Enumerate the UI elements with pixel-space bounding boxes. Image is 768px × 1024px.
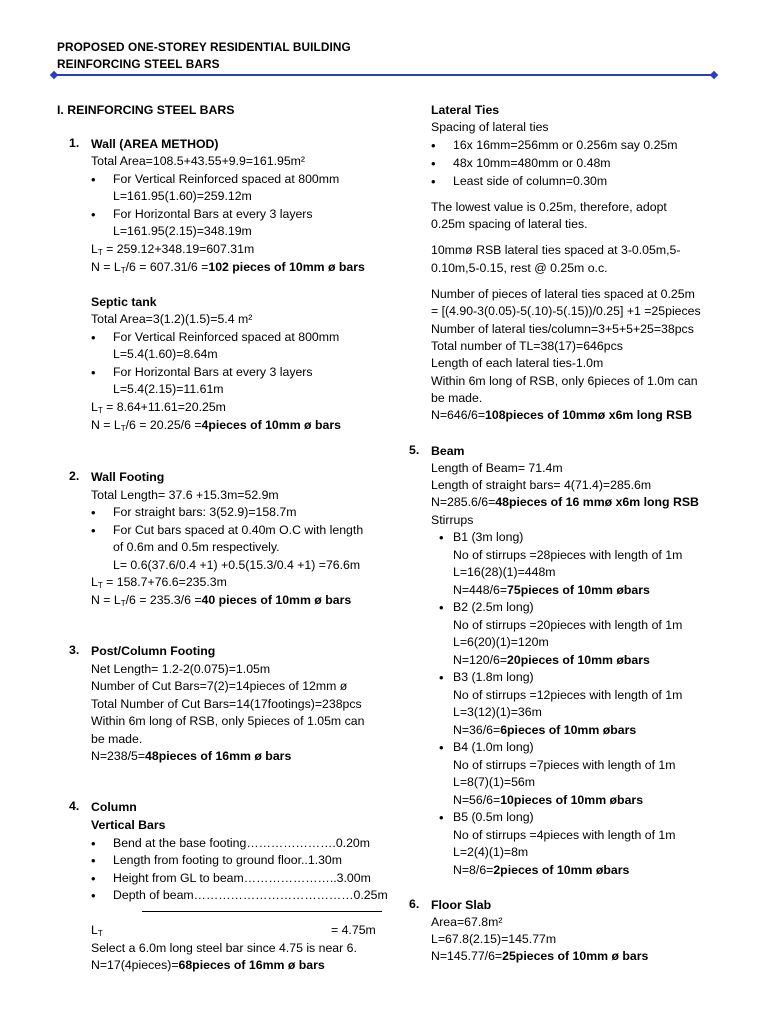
septic-bullet-horizontal: • For Horizontal Bars at every 3 layers [113,364,313,381]
ties-para3-line7: be made. [431,391,483,405]
column-bullet-height: • Height from GL to beam…………………..3.00m [113,870,371,887]
stirrup-b1-n: N=448/6=75pieces of 10mm øbars [453,583,650,597]
septic-total-area: Total Area=3(1.2)(1.5)=5.4 m² [91,312,253,326]
septic-bullet-vertical: • For Vertical Reinforced spaced at 800mm [113,329,339,346]
wall-title: Wall (AREA METHOD) [91,137,219,151]
column-lt-label: $L_T$ [91,923,103,938]
post-within-line: Within 6m long of RSB, only 5pieces of 1.05m can [91,714,365,728]
footing-bullet-cut: • For Cut bars spaced at 0.40m O.C with length [113,522,363,539]
column-bullet-depth: • Depth of beam…………………………………0.25m [113,887,388,904]
ties-para3-line2: = [(4.90-3(0.05)-5(.10)-5(.15))/0.25] +1 =25pieces [431,304,701,318]
column-bullet-length: • Length from footing to ground floor..1.30m [113,852,342,869]
ties-para3-line4: Total number of TL=38(17)=646pcs [431,339,623,353]
item-number: 2. [69,469,80,483]
footing-bullet-straight: • For straight bars: 3(52.9)=158.7m [113,504,297,521]
column-lt-value: = 4.75m [331,923,376,937]
footing-total-length: Total Length= 37.6 +15.3m=52.9m [91,488,279,502]
stirrup-b1-name: • B1 (3m long) [453,529,523,546]
wall-lt: $L_T = 259.12+348.19=607.31m$ [91,242,255,257]
item-number: 1. [69,136,80,150]
beam-title: Beam [431,444,465,458]
post-cut-bars: Number of Cut Bars=7(2)=14pieces of 12mm ø [91,679,348,693]
ties-n-result: N=646/6=108pieces of 10mmø x6m long RSB [431,408,693,422]
stirrup-b1-length: L=16(28)(1)=448m [453,565,556,579]
stirrup-b3-name: • B3 (1.8m long) [453,669,534,686]
septic-lt: $L_T = 8.64+11.61=20.25m$ [91,400,226,415]
stirrup-b2-n: N=120/6=20pieces of 10mm øbars [453,653,650,667]
stirrup-b5-count: No of stirrups =4pieces with length of 1m [453,828,676,842]
stirrup-b5-length: L=2(4)(1)=8m [453,845,529,859]
sum-divider [142,911,382,912]
column-subtitle: Vertical Bars [91,818,166,832]
beam-stirrups-label: Stirrups [431,513,474,527]
septic-n-result: $N = L_T/6 = 20.25/6$ =4pieces of 10mm ø bars [91,418,341,433]
beam-n-result: N=285.6/6=48pieces of 16 mmø x6m long RSB [431,495,699,509]
wall-bullet-vertical: • For Vertical Reinforced spaced at 800mm [113,171,339,188]
footing-lt: $L_T = 158.7+76.6=235.3m$ [91,575,227,590]
stirrup-b4-count: No of stirrups =7pieces with length of 1m [453,758,676,772]
column-title: Column [91,800,137,814]
wall-horizontal-calc: L=161.95(2.15)=348.19m [113,224,252,238]
footing-cut-line2: of 0.6m and 0.5m respectively. [113,540,280,554]
stirrup-b2-name: • B2 (2.5m long) [453,599,534,616]
footing-title: Wall Footing [91,470,165,484]
footing-n-result: $N = L_T/6 = 235.3/6 =40$ pieces of 10mm ø bars [91,593,352,608]
stirrup-b4-length: L=8(7)(1)=56m [453,775,536,789]
item-number: 6. [409,897,420,911]
stirrup-b2-count: No of stirrups =20pieces with length of 1m [453,618,683,632]
beam-length: Length of Beam= 71.4m [431,461,563,475]
slab-length: L=67.8(2.15)=145.77m [431,932,557,946]
stirrup-b2-length: L=6(20)(1)=120m [453,635,549,649]
document-title: PROPOSED ONE-STOREY RESIDENTIAL BUILDING [57,40,351,54]
ties-para3-line1: Number of pieces of lateral ties spaced at 0.25m [431,287,695,301]
post-n-result: N=238/5=48pieces of 16mm ø bars [91,749,292,763]
stirrup-b3-length: L=3(12)(1)=36m [453,705,542,719]
ties-para1-line1: The lowest value is 0.25m, therefore, adopt [431,200,667,214]
header-rule [54,74,714,76]
ties-para1-line2: 0.25m spacing of lateral ties. [431,217,588,231]
septic-title: Septic tank [91,295,157,309]
column-select-line: Select a 6.0m long steel bar since 4.75 is near 6. [91,941,357,955]
stirrup-b1-count: No of stirrups =28pieces with length of 1m [453,548,683,562]
item-number: 4. [69,799,80,813]
footing-cut-calc: L= 0.6(37.6/0.4 +1) +0.5(15.3/0.4 +1) =76.6m [113,558,361,572]
stirrup-b5-n: N=8/6=2pieces of 10mm øbars [453,863,630,877]
septic-vertical-calc: L=5.4(1.60)=8.64m [113,347,218,361]
item-number: 5. [409,443,420,457]
ties-bullet-48: • 48x 10mm=480mm or 0.48m [453,155,611,172]
ties-title: Lateral Ties [431,103,500,117]
ties-para2-line2: 0.10m,5-0.15, rest @ 0.25m o.c. [431,261,608,275]
wall-bullet-horizontal: • For Horizontal Bars at every 3 layers [113,206,313,223]
stirrup-b5-name: • B5 (0.5m long) [453,809,534,826]
ties-para3-line3: Number of lateral ties/column=3+5+5+25=38pcs [431,322,694,336]
stirrup-b3-count: No of stirrups =12pieces with length of 1m [453,688,683,702]
column-bullet-bend: • Bend at the base footing………………….0.20m [113,835,370,852]
post-total-cut-bars: Total Number of Cut Bars=14(17footings)=238pcs [91,697,362,711]
stirrup-b3-n: N=36/6=6pieces of 10mm øbars [453,723,637,737]
stirrup-b4-name: • B4 (1.0m long) [453,739,534,756]
wall-total-area: Total Area=108.5+43.55+9.9=161.95m² [91,154,306,168]
ties-bullet-least: • Least side of column=0.30m [453,173,607,190]
post-title: Post/Column Footing [91,644,216,658]
document-subtitle: REINFORCING STEEL BARS [57,57,220,71]
slab-title: Floor Slab [431,898,492,912]
ties-bullet-16: • 16x 16mm=256mm or 0.256m say 0.25m [453,137,678,154]
stirrup-b4-n: N=56/6=10pieces of 10mm øbars [453,793,644,807]
post-be-made: be made. [91,732,143,746]
wall-n-result: $N = L_T/6 = 607.31/6 =102$ pieces of 10mm ø bars [91,260,365,275]
slab-n-result: N=145.77/6=25pieces of 10mm ø bars [431,949,649,963]
column-n-result: N=17(4pieces)=68pieces of 16mm ø bars [91,958,325,972]
ties-para3-line6: Within 6m long of RSB, only 6pieces of 1.0m can [431,374,698,388]
section-title: I. REINFORCING STEEL BARS [57,103,235,117]
item-number: 3. [69,643,80,657]
ties-para2-line1: 10mmø RSB lateral ties spaced at 3-0.05m,5- [431,243,681,257]
post-net-length: Net Length= 1.2-2(0.075)=1.05m [91,662,271,676]
septic-horizontal-calc: L=5.4(2.15)=11.61m [113,382,224,396]
ties-spacing-label: Spacing of lateral ties [431,120,549,134]
wall-vertical-calc: L=161.95(1.60)=259.12m [113,189,252,203]
ties-para3-line5: Length of each lateral ties-1.0m [431,356,604,370]
slab-area: Area=67.8m² [431,915,503,929]
beam-straight-bars: Length of straight bars= 4(71.4)=285.6m [431,478,652,492]
